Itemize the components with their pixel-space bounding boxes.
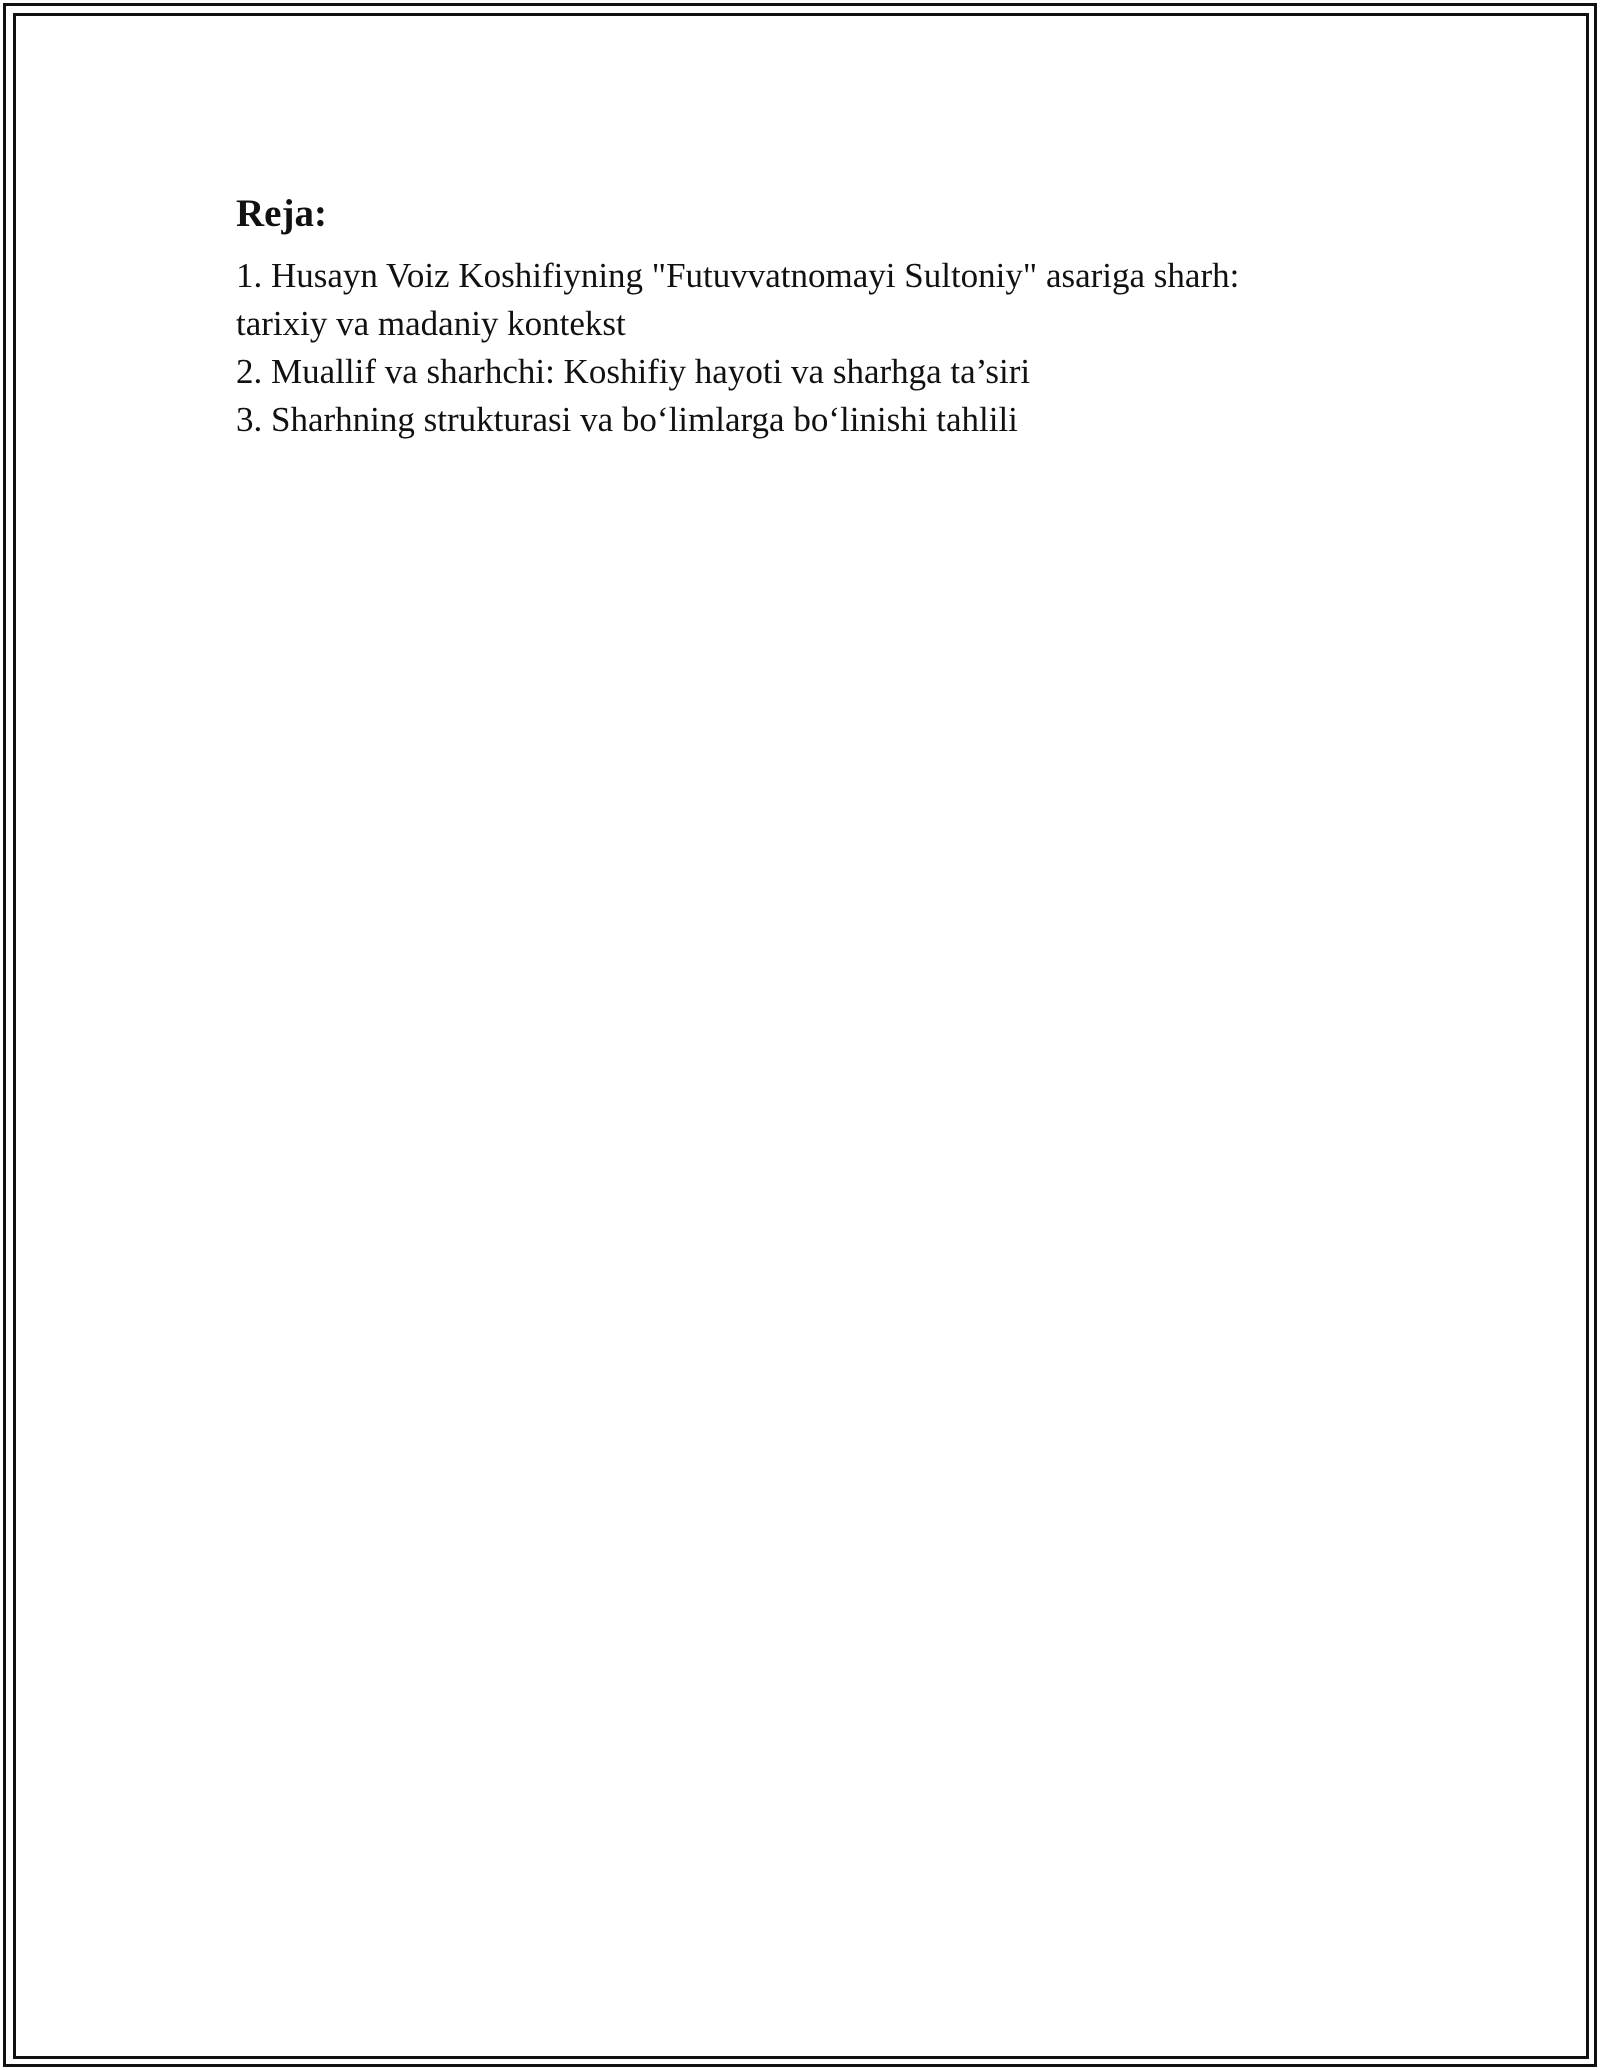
plan-item-2 bbox=[236, 348, 1356, 396]
plan-item-1-line-2: tarixiy va madaniy kontekst bbox=[236, 304, 626, 343]
plan-heading: Reja: bbox=[236, 192, 327, 235]
plan-list bbox=[236, 252, 1356, 444]
document-content bbox=[236, 186, 1356, 444]
plan-item-3-line-1: 3. Sharhning strukturasi va bo‘limlarga bo‘linishi tahlili bbox=[236, 400, 1018, 439]
plan-item-1-line-1: 1. Husayn Voiz Koshifiyning "Futuvvatnomayi Sultoniy" asariga sharh: bbox=[236, 256, 1240, 295]
plan-item-3 bbox=[236, 396, 1356, 444]
plan-item-1 bbox=[236, 252, 1356, 348]
plan-item-2-line-1: 2. Muallif va sharhchi: Koshifiy hayoti va sharhga ta’siri bbox=[236, 352, 1031, 391]
